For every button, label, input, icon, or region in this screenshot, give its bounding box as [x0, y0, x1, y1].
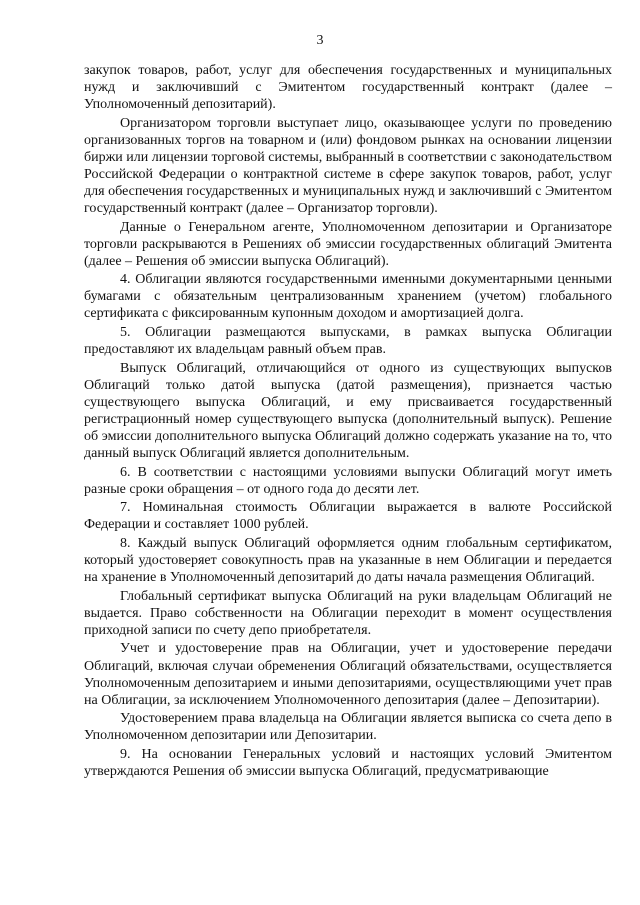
paragraph-item-7: 7. Номинальная стоимость Облигации выражается в валюте Российской Федерации и составляет 1000 рублей.	[84, 500, 612, 533]
paragraph-item-8: 8. Каждый выпуск Облигаций оформляется одним глобальным сертификатом, который удостоверяет совокупность прав на указанные в нем Облигации и передается на хранение в Уполномоченный депозитарий до даты начала размещения Облигаций.	[84, 536, 612, 586]
paragraph-ownership-proof: Удостоверением права владельца на Облигации является выписка со счета депо в Уполномоченном депозитарии или Депозитарии.	[84, 711, 612, 744]
page-number: 3	[316, 33, 324, 48]
paragraph-rights-accounting: Учет и удостоверение прав на Облигации, учет и удостоверение передачи Облигаций, включая случаи обременения Облигаций обязательствами, осуществляется Уполномоченным депозитарием и иными депозитариями, осуществляющими учет прав на Облигации, за исключением Уполномоченного депозитария (далее – Депозитарии).	[84, 641, 612, 708]
paragraph-trade-organizer: Организатором торговли выступает лицо, оказывающее услуги по проведению организованных торгов на товарном и (или) фондовом рынках на основании лицензии биржи или лицензии торговой системы, выбранный в соответствии с законодательством Российской Федерации о контрактной системе в сфере закупок товаров, работ, услуг для обеспечения государственных и муниципальных нужд и заключивший с Эмитентом государственный контракт (далее – Организатор торговли).	[84, 115, 613, 216]
paragraph-item-5: 5. Облигации размещаются выпусками, в рамках выпуска Облигации предоставляют их владельцам равный объем прав.	[84, 325, 612, 358]
paragraph-item-4: 4. Облигации являются государственными именными документарными ценными бумагами с обязательным централизованным хранением (учетом) глобального сертификата с фиксированным купонным доходом и амортизацией долга.	[84, 272, 612, 322]
paragraph-item-6: 6. В соответствии с настоящими условиями выпуски Облигаций могут иметь разные сроки обращения – от одного года до десяти лет.	[84, 464, 612, 497]
document-body	[84, 62, 612, 782]
paragraph-additional-issue: Выпуск Облигаций, отличающийся от одного из существующих выпусков Облигаций только датой выпуска (датой размещения), признается частью существующего выпуска Облигаций, и ему присваивается государственный регистрационный номер существующего выпуска (дополнительный выпуск). Решение об эмиссии дополнительного выпуска Облигаций должно содержать указание на то, что данный выпуск Облигаций является дополнительным.	[84, 360, 612, 461]
paragraph-item-9: 9. На основании Генеральных условий и настоящих условий Эмитентом утверждаются Решения об эмиссии выпуска Облигаций, предусматривающие	[84, 746, 612, 779]
paragraph-disclosure: Данные о Генеральном агенте, Уполномоченном депозитарии и Организаторе торговли раскрываются в Решениях об эмиссии государственных облигаций Эмитента (далее – Решения об эмиссии выпуска Облигаций).	[84, 219, 612, 269]
paragraph-continuation: закупок товаров, работ, услуг для обеспечения государственных и муниципальных нужд и заключивший с Эмитентом государственный контракт (далее – Уполномоченный депозитарий).	[84, 63, 612, 113]
paragraph-global-certificate: Глобальный сертификат выпуска Облигаций на руки владельцам Облигаций не выдается. Право собственности на Облигации переходит в момент осуществления приходной записи по счету депо приобретателя.	[84, 588, 612, 638]
